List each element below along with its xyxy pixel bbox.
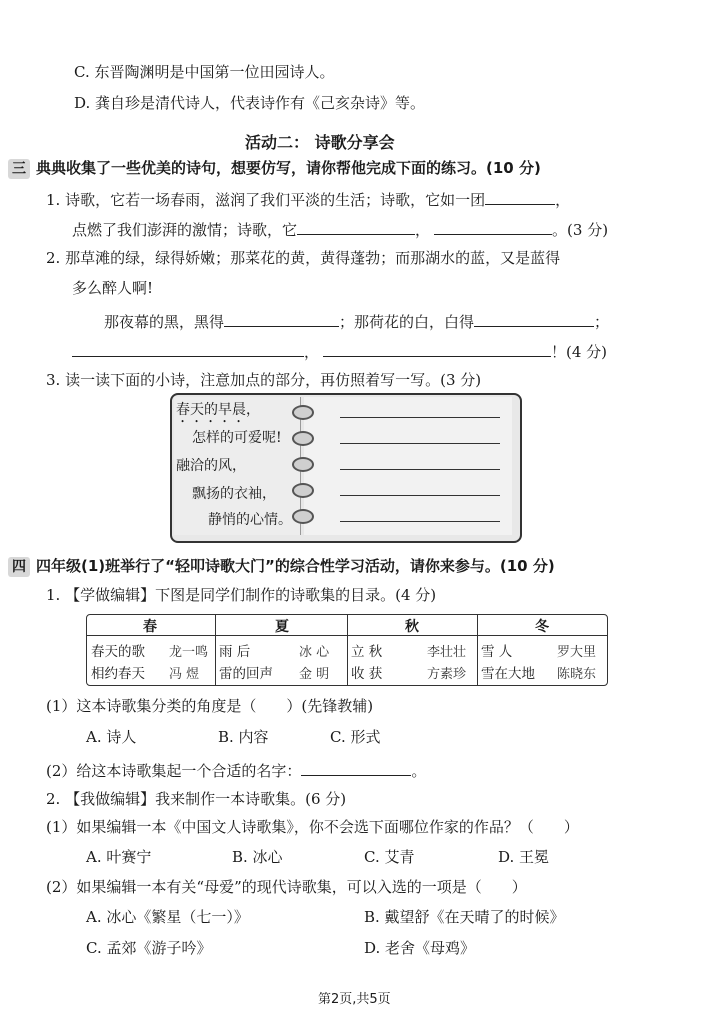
- writing-line[interactable]: [340, 469, 500, 470]
- s3-q2-line2: 多么醉人啊!: [72, 279, 154, 297]
- s4-q2-sub2-opt-c[interactable]: C. 孟郊《游子吟》: [86, 939, 212, 957]
- toc-divider: [347, 615, 348, 685]
- answer-blank[interactable]: [301, 759, 411, 776]
- s4-q1-sub2: [46, 759, 426, 781]
- toc-author: 陈晓东: [557, 667, 597, 682]
- section-3-title: 典典收集了一些优美的诗句，想要仿写，请你帮他完成下面的练习。(10 分): [36, 159, 541, 177]
- option-c: C. 东晋陶渊明是中国第一位田园诗人。: [74, 63, 335, 81]
- s3-q2-line1: [46, 248, 560, 268]
- toc-divider: [477, 615, 478, 685]
- s4-q2-sub2-opt-a[interactable]: A. 冰心《繁星（七一）》: [86, 908, 249, 926]
- s4-q2-text: 【我做编辑】我来制作一本诗歌集。(6 分): [65, 790, 347, 808]
- toc-header-spring: 春: [143, 619, 157, 635]
- s4-q1-num: 1.: [46, 586, 61, 604]
- s4-q2-line: [46, 789, 346, 809]
- s4-q1-sub1-opt-c[interactable]: C. 形式: [330, 728, 381, 746]
- toc-title: 雪在大地: [481, 666, 535, 682]
- s3-q1-text-a: 诗歌，它若一场春雨，滋润了我们平淡的生活；诗歌，它如一团: [65, 191, 486, 209]
- s3-q1-num: 1.: [46, 191, 61, 209]
- page-footer: 第2页,共5页: [318, 992, 391, 1007]
- section-3-badge: 三: [8, 159, 30, 179]
- s3-q2-text-4b: ！(4 分): [551, 343, 608, 361]
- answer-blank[interactable]: [297, 218, 415, 235]
- s3-q2-text-1: 那草滩的绿，绿得娇嫩；那菜花的黄，黄得蓬勃；而那湖水的蓝，又是蓝得: [65, 249, 561, 267]
- section-4-title: 四年级(1)班举行了“轻叩诗歌大门”的综合性学习活动，请你来参与。(10 分): [36, 557, 555, 575]
- ring-icon: [292, 509, 314, 524]
- s4-q2-sub2-opt-d[interactable]: D. 老舍《母鸡》: [364, 939, 476, 957]
- toc-title: 雷的回声: [219, 666, 273, 682]
- answer-blank[interactable]: [323, 340, 551, 357]
- s3-q3-num: 3.: [46, 371, 61, 389]
- s3-q2-text-4a: ，: [304, 343, 320, 361]
- s4-q1-sub2-text: (2）给这本诗歌集起一个合适的名字：: [46, 762, 302, 780]
- s3-q2-text-3c: ；: [594, 313, 610, 331]
- toc-header-autumn: 秋: [405, 619, 419, 635]
- toc-title: 相约春天: [91, 666, 145, 682]
- toc-author: 冰 心: [299, 645, 330, 660]
- section-3-header: [8, 157, 541, 179]
- toc-author: 方素珍: [427, 667, 467, 682]
- s3-q1-text-e: 。(3 分): [552, 221, 609, 239]
- s3-q2-line4: [72, 340, 607, 362]
- section-4-header: [8, 555, 555, 577]
- s4-q2-sub1: (1）如果编辑一本《中国文人诗歌集》，你不会选下面哪位作家的作品？（ ）: [46, 818, 579, 836]
- s4-q1-sub2-end: 。: [411, 762, 427, 780]
- s4-q1-text: 【学做编辑】下图是同学们制作的诗歌集的目录。(4 分): [65, 586, 437, 604]
- ring-icon: [292, 405, 314, 420]
- writing-line[interactable]: [340, 521, 500, 522]
- s3-q2-text-3b: ；那荷花的白，白得: [339, 313, 475, 331]
- answer-blank[interactable]: [485, 188, 555, 205]
- toc-title: 雨 后: [219, 644, 251, 660]
- poem-notebook: [170, 393, 522, 543]
- poetry-toc-table: [86, 614, 608, 686]
- toc-title: 春天的歌: [91, 644, 145, 660]
- toc-author: 李壮壮: [427, 645, 467, 660]
- s3-q2-line3: [104, 310, 609, 332]
- poem-line: 春天的早晨，: [176, 402, 260, 418]
- s4-q1-sub1-opt-a[interactable]: A. 诗人: [86, 728, 137, 746]
- s4-q2-sub2-opt-b[interactable]: B. 戴望舒《在天晴了的时候》: [364, 908, 565, 926]
- s4-q1-sub1-opt-b[interactable]: B. 内容: [218, 728, 269, 746]
- answer-blank[interactable]: [224, 310, 339, 327]
- s3-q1-line2: [72, 218, 608, 240]
- toc-title: 立 秋: [351, 644, 383, 660]
- option-d: D. 龚自珍是清代诗人，代表诗作有《己亥杂诗》等。: [74, 94, 426, 112]
- answer-blank[interactable]: [434, 218, 552, 235]
- ring-icon: [292, 483, 314, 498]
- s3-q2-text-3a: 那夜幕的黑，黑得: [104, 313, 225, 331]
- activity-title: 活动二： 诗歌分享会: [245, 133, 395, 152]
- writing-line[interactable]: [340, 495, 500, 496]
- s4-q2-sub1-opt-c[interactable]: C. 艾青: [364, 848, 415, 866]
- notebook-right-page: [304, 397, 512, 535]
- ring-icon: [292, 431, 314, 446]
- s4-q2-num: 2.: [46, 790, 61, 808]
- s4-q1-line: [46, 585, 436, 605]
- poem-line: 飘扬的衣袖，: [192, 486, 276, 502]
- s3-q2-num: 2.: [46, 249, 61, 267]
- poem-line: 静悄的心情。: [208, 512, 292, 528]
- s3-q1-line1: [46, 188, 570, 210]
- toc-author: 龙一鸣: [169, 645, 209, 660]
- writing-line[interactable]: [340, 443, 500, 444]
- answer-blank[interactable]: [72, 340, 304, 357]
- s3-q1-text-c: 点燃了我们澎湃的激情；诗歌，它: [72, 221, 298, 239]
- toc-divider: [215, 615, 216, 685]
- answer-blank[interactable]: [474, 310, 594, 327]
- toc-author: 冯 煜: [169, 667, 200, 682]
- s4-q2-sub2: (2）如果编辑一本有关“母爱”的现代诗歌集，可以入选的一项是（ ）: [46, 878, 527, 896]
- s4-q2-sub1-opt-d[interactable]: D. 王冕: [498, 848, 550, 866]
- toc-title: 雪 人: [481, 644, 513, 660]
- s3-q3-text: 读一读下面的小诗，注意加点的部分，再仿照着写一写。(3 分): [65, 371, 482, 389]
- s3-q3-line: [46, 370, 481, 390]
- toc-title: 收 获: [351, 666, 383, 682]
- notebook-left-page: [174, 397, 301, 535]
- poem-line: 融洽的风，: [176, 458, 246, 474]
- s4-q2-sub1-opt-a[interactable]: A. 叶赛宁: [86, 848, 152, 866]
- poem-line: 怎样的可爱呢!: [192, 430, 282, 446]
- toc-author: 金 明: [299, 667, 330, 682]
- toc-header-winter: 冬: [535, 619, 549, 635]
- s4-q1-sub1: (1）这本诗歌集分类的角度是（ ）(先锋教辅): [46, 697, 374, 715]
- writing-line[interactable]: [340, 417, 500, 418]
- s3-q1-text-b: ，: [555, 191, 571, 209]
- toc-header-summer: 夏: [275, 619, 289, 635]
- s4-q2-sub1-opt-b[interactable]: B. 冰心: [232, 848, 283, 866]
- toc-author: 罗大里: [557, 645, 597, 660]
- ring-icon: [292, 457, 314, 472]
- section-4-badge: 四: [8, 557, 30, 577]
- s3-q1-text-d: ，: [415, 221, 431, 239]
